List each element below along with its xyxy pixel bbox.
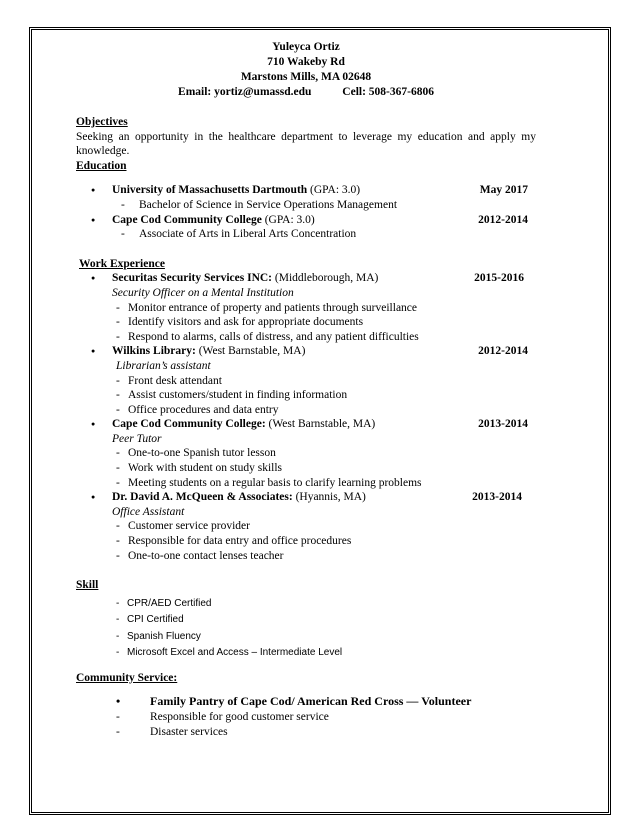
job-location: (West Barnstable, MA) — [265, 418, 376, 431]
community-service-item: - Responsible for good customer service — [76, 710, 536, 725]
education-item — [76, 183, 536, 198]
resume-page — [76, 40, 536, 740]
job-duty: - Respond to alarms, calls of distress, and any patient difficulties — [76, 330, 536, 345]
skill-heading: Skill — [76, 579, 99, 592]
job-entry — [76, 490, 536, 505]
community-service-heading: Community Service: — [76, 671, 178, 684]
skill-item: - Microsoft Excel and Access – Intermediate Level — [76, 645, 536, 662]
gpa: (GPA: 3.0) — [307, 184, 361, 197]
job-date: 2013-2014 — [472, 491, 522, 504]
city-address: Marstons Mills, MA 02648 — [240, 71, 372, 83]
job-location: (Hyannis, MA) — [292, 491, 366, 504]
job-duty: - One-to-one Spanish tutor lesson — [76, 446, 536, 461]
education-item — [76, 213, 536, 228]
job-duty: - Responsible for data entry and office procedures — [76, 534, 536, 549]
job-role: Librarian’s assistant — [116, 359, 211, 372]
contact-line — [76, 85, 536, 100]
email: Email: yortiz@umassd.edu — [178, 86, 312, 98]
job-location: (West Barnstable, MA) — [195, 345, 306, 358]
job-role: Security Officer on a Mental Institution — [112, 286, 294, 299]
gpa: (GPA: 3.0) — [261, 213, 315, 226]
education-date: May 2017 — [479, 184, 528, 197]
skill-item: - CPR/AED Certified — [76, 596, 536, 613]
employer: Dr. David A. McQueen & Associates: — [112, 491, 293, 504]
job-role: Office Assistant — [112, 505, 185, 518]
cell-phone: Cell: 508-367-6806 — [342, 86, 434, 98]
community-service-item: - Disaster services — [76, 725, 536, 740]
job-duty: - Front desk attendant — [76, 374, 536, 389]
employer: Cape Cod Community College: — [112, 418, 266, 431]
job-duty: - Office procedures and data entry — [76, 403, 536, 418]
job-entry — [76, 271, 536, 286]
education-date: 2012-2014 — [478, 213, 528, 226]
job-duty: - Monitor entrance of property and patients through surveillance — [76, 301, 536, 316]
job-duty: - Assist customers/student in finding information — [76, 388, 536, 403]
skill-item: - CPI Certified — [76, 612, 536, 629]
job-location: (Middleborough, MA) — [272, 272, 379, 285]
objectives-text: Seeking an opportunity in the healthcare department to leverage my education and apply my knowledge. — [76, 130, 536, 158]
job-role: Peer Tutor — [112, 432, 162, 445]
job-duty: - Meeting students on a regular basis to clarify learning problems — [76, 476, 536, 491]
job-date: 2013-2014 — [478, 418, 528, 431]
education-heading: Education — [76, 159, 127, 172]
job-duty: - Customer service provider — [76, 519, 536, 534]
objectives-heading: Objectives — [76, 116, 128, 128]
job-date: 2015-2016 — [474, 272, 524, 285]
job-duty: - Identify visitors and ask for appropriate documents — [76, 315, 536, 330]
job-duty: - One-to-one contact lenses teacher — [76, 549, 536, 564]
school-name: Cape Cod Community College — [112, 213, 262, 226]
community-service-title: • Family Pantry of Cape Cod/ American Red Cross — Volunteer — [76, 693, 536, 710]
job-entry — [76, 344, 536, 359]
degree: - Associate of Arts in Liberal Arts Concentration — [76, 227, 536, 242]
skill-item: - Spanish Fluency — [76, 629, 536, 646]
job-date: 2012-2014 — [478, 345, 528, 358]
job-entry — [76, 417, 536, 432]
street-address: 710 Wakeby Rd — [267, 56, 345, 68]
school-name: University of Massachusetts Dartmouth — [112, 184, 308, 197]
employer: Securitas Security Services INC: — [112, 272, 273, 285]
applicant-name: Yuleyca Ortiz — [272, 41, 340, 53]
employer: Wilkins Library: — [112, 345, 196, 358]
resume-header — [76, 40, 536, 100]
degree: - Bachelor of Science in Service Operations Management — [76, 198, 536, 213]
job-duty: - Work with student on study skills — [76, 461, 536, 476]
work-experience-heading: Work Experience — [79, 257, 165, 270]
